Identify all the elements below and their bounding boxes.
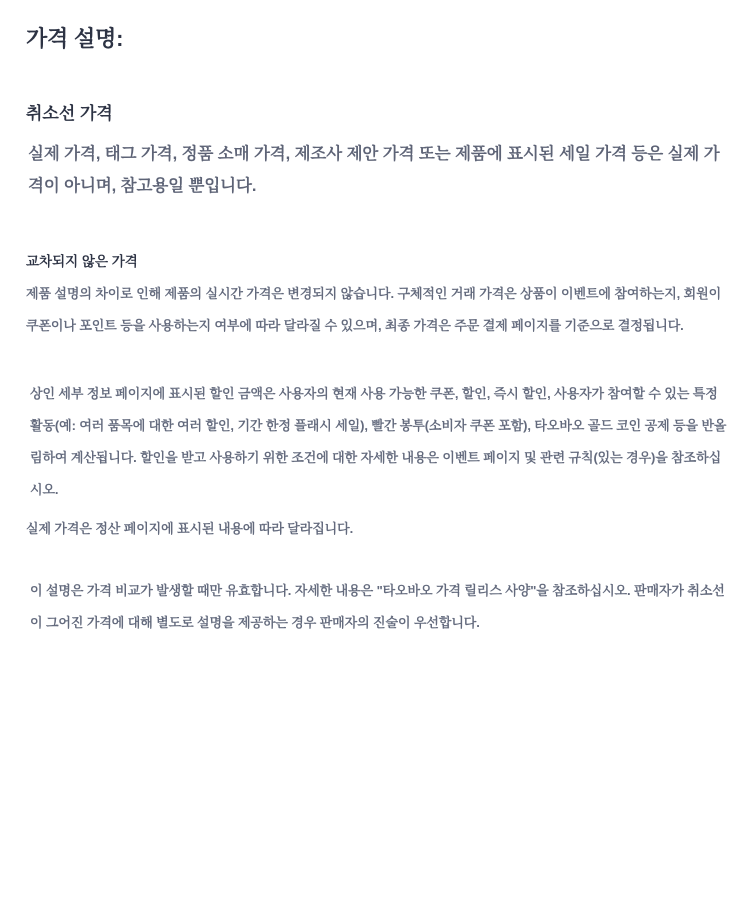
price-explanation-page (0, 22, 750, 902)
paragraph-price-comparison-validity: 이 설명은 가격 비교가 발생할 때만 유효합니다. 자세한 내용은 "타오바오 가격 릴리스 사양"을 참조하십시오. 판매자가 취소선이 그어진 가격에 대해 별도로 설명을 제공하는 경우 판매자의 진술이 우선합니다. (30, 583, 725, 631)
page-title: 가격 설명: (26, 26, 124, 51)
strikethrough-price-lead-text: 실제 가격, 태그 가격, 정품 소매 가격, 제조사 제안 가격 또는 제품에 표시된 세일 가격 등은 실제 가격이 아니며, 참고용일 뿐입니다. (28, 145, 720, 196)
paragraph-discount-calculation: 상인 세부 정보 페이지에 표시된 할인 금액은 사용자의 현재 사용 가능한 쿠폰, 할인, 즉시 할인, 사용자가 참여할 수 있는 특정 활동(예: 여러 품목에 대한 여러 할인, 기간 한정 플래시 세일), 빨간 봉투(소비자 쿠폰 포함), 타오바오 골드 코인 공제 등을 반올림하여 계산됩니다. 할인을 받고 사용하기 위한 조건에 대한 자세한 내용은 이벤트 페이지 및 관련 규칙(있는 경우)을 참조하십시오. (30, 386, 727, 497)
paragraph-settlement-page: 실제 가격은 정산 페이지에 표시된 내용에 따라 달라집니다. (26, 521, 354, 537)
paragraph-realtime-price: 제품 설명의 차이로 인해 제품의 실시간 가격은 변경되지 않습니다. 구체적인 거래 가격은 상품이 이벤트에 참여하는지, 회원이 쿠폰이나 포인트 등을 사용하는지 여부에 따라 달라질 수 있으며, 최종 가격은 주문 결제 페이지를 기준으로 결정됩니다. (26, 286, 722, 334)
section-heading-non-crossed-price: 교차되지 않은 가격 (26, 254, 138, 270)
section-heading-strikethrough-price: 취소선 가격 (26, 104, 113, 123)
